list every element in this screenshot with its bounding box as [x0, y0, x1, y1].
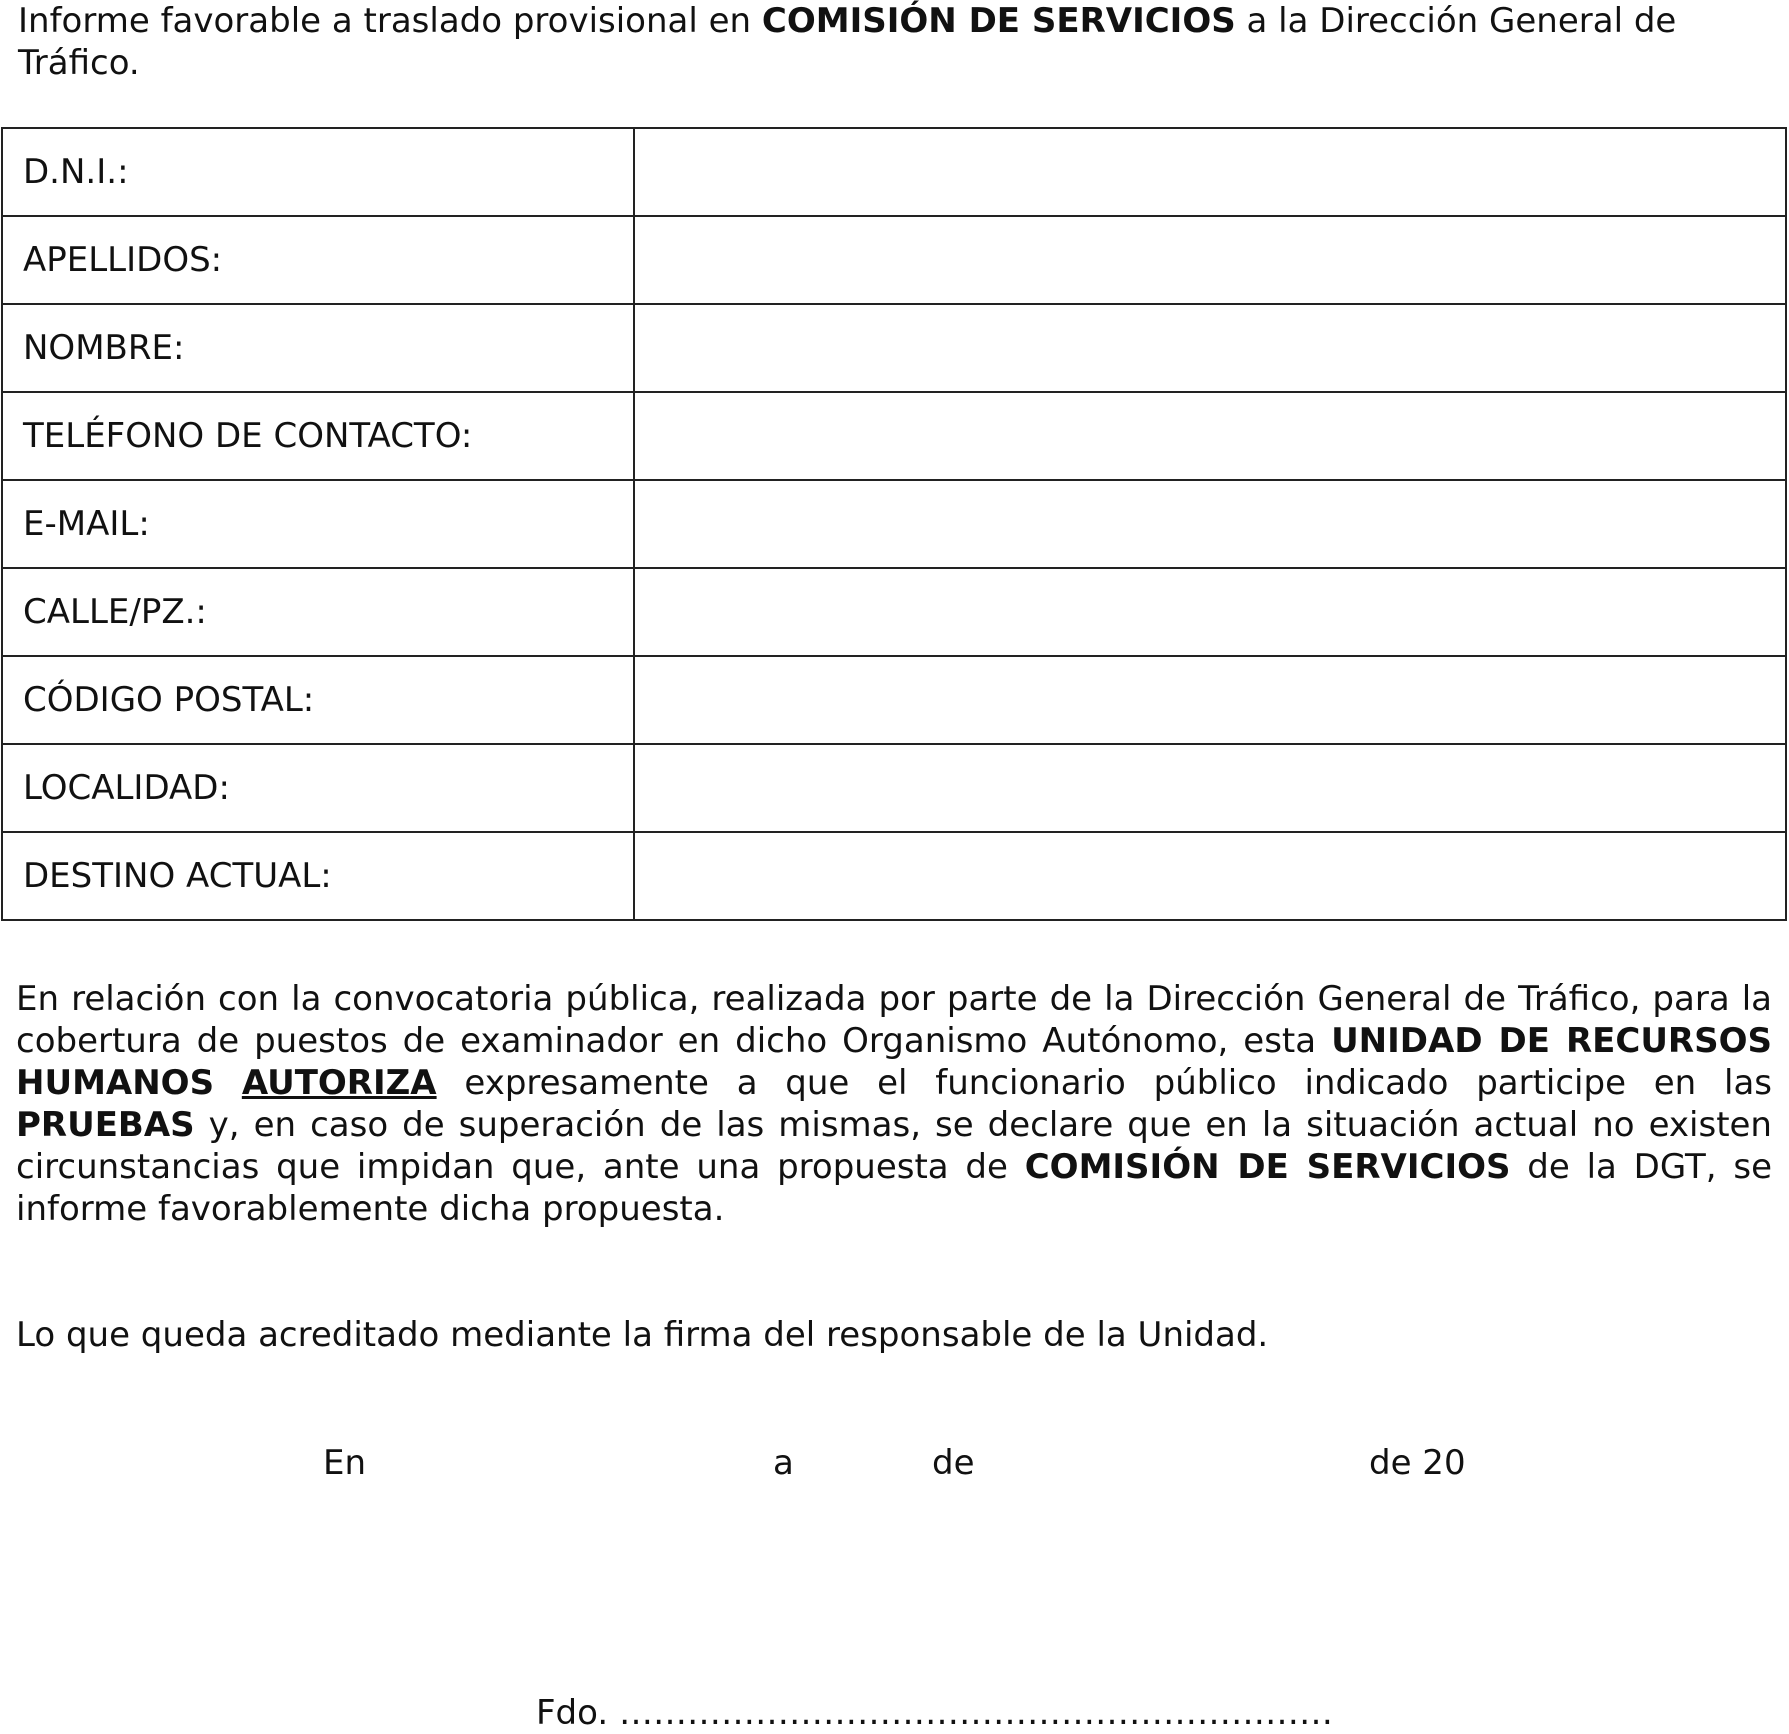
form-row	[2, 216, 1786, 304]
body-bold-unidad: UNIDAD DE RECURSOS HUMANOS	[16, 1021, 1772, 1103]
intro-part2: a la Dirección General de Tráfico.	[18, 1, 1677, 83]
form-row-value-input[interactable]	[635, 657, 1785, 743]
form-row-value-input[interactable]	[635, 217, 1785, 303]
form-row-value-input[interactable]	[635, 745, 1785, 831]
body-bold-comision: COMISIÓN DE SERVICIOS	[1024, 1147, 1511, 1187]
form-row-label: APELLIDOS:	[2, 216, 634, 304]
body-text-2	[214, 1063, 242, 1103]
form-row	[2, 832, 1786, 920]
form-row	[2, 304, 1786, 392]
form-row-value-cell	[634, 216, 1786, 304]
form-row-label: CALLE/PZ.:	[2, 568, 634, 656]
form-row-value-cell	[634, 480, 1786, 568]
personal-data-table-body	[2, 128, 1786, 920]
form-row-value-input[interactable]	[635, 833, 1785, 919]
body-underline-autoriza: AUTORIZA	[241, 1063, 437, 1103]
form-row	[2, 744, 1786, 832]
form-row-value-input[interactable]	[635, 393, 1785, 479]
date-de-label: de	[932, 1443, 975, 1483]
form-row-label: LOCALIDAD:	[2, 744, 634, 832]
date-year-label: de 20	[1369, 1443, 1466, 1483]
form-row-value-cell	[634, 392, 1786, 480]
intro-part1: Informe favorable a traslado provisional en	[18, 1, 762, 41]
form-row-value-cell	[634, 568, 1786, 656]
form-row-label: CÓDIGO POSTAL:	[2, 656, 634, 744]
form-row-label: E-MAIL:	[2, 480, 634, 568]
form-row-value-cell	[634, 744, 1786, 832]
date-en-label: En	[323, 1443, 367, 1483]
form-row-value-input[interactable]	[635, 481, 1785, 567]
form-row	[2, 392, 1786, 480]
intro-bold-comision: COMISIÓN DE SERVICIOS	[761, 1, 1236, 41]
form-row	[2, 656, 1786, 744]
body-bold-autoriza	[242, 1063, 437, 1103]
authorization-paragraph	[16, 978, 1772, 1230]
signature-line: Fdo. ………………………………………………………	[536, 1693, 1333, 1733]
form-row-value-cell	[634, 128, 1786, 216]
body-text-3: expresamente a que el funcionario público indicado participe en las	[436, 1063, 1772, 1103]
form-row	[2, 128, 1786, 216]
form-row-label: DESTINO ACTUAL:	[2, 832, 634, 920]
form-row-label: D.N.I.:	[2, 128, 634, 216]
form-row-value-input[interactable]	[635, 305, 1785, 391]
date-a-label: a	[773, 1443, 794, 1483]
accredited-text: Lo que queda acreditado mediante la firma del responsable de la Unidad.	[16, 1315, 1269, 1355]
form-row-label: TELÉFONO DE CONTACTO:	[2, 392, 634, 480]
body-text-5: de la DGT, se informe favorablemente dicha propuesta.	[16, 1147, 1772, 1229]
form-row-label: NOMBRE:	[2, 304, 634, 392]
form-row-value-input[interactable]	[635, 129, 1785, 215]
personal-data-table	[1, 127, 1787, 921]
form-row-value-cell	[634, 656, 1786, 744]
form-row-value-input[interactable]	[635, 569, 1785, 655]
form-row-value-cell	[634, 832, 1786, 920]
form-row	[2, 480, 1786, 568]
body-text-1: En relación con la convocatoria pública, realizada por parte de la Dirección General de Tráfico, para la cobertura de puestos de examinador en dicho Organismo Autónomo, esta	[16, 979, 1772, 1061]
body-text-4: y, en caso de superación de las mismas, se declare que en la situación actual no existen circunstancias que impidan que, ante una propuesta de	[16, 1105, 1772, 1187]
form-row-value-cell	[634, 304, 1786, 392]
form-row	[2, 568, 1786, 656]
body-bold-pruebas: PRUEBAS	[16, 1105, 195, 1145]
intro-text	[18, 0, 1748, 84]
